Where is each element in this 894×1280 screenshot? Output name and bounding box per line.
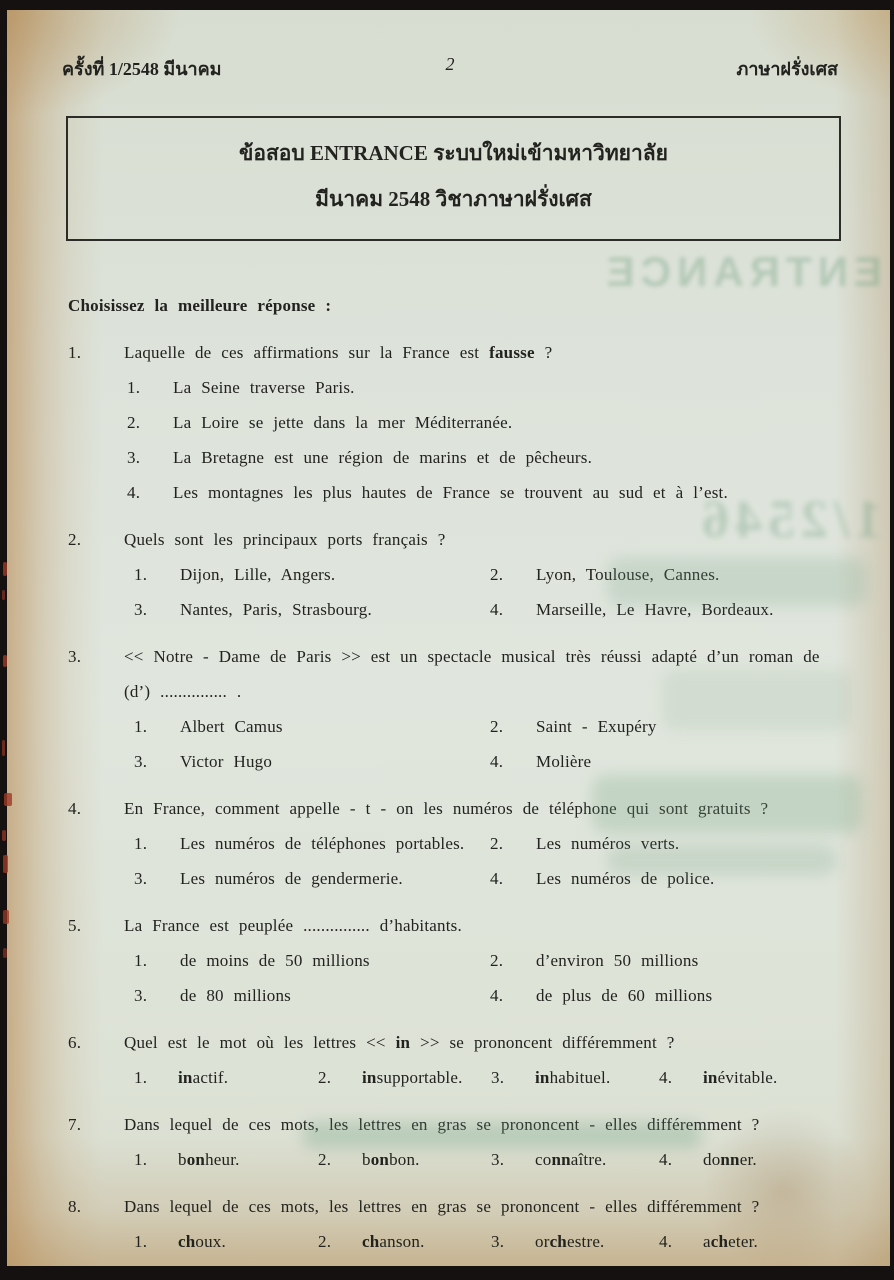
option — [134, 750, 490, 773]
option-text — [180, 598, 372, 621]
question-text — [124, 1031, 840, 1054]
option-text-part: Saint - Exupéry — [536, 717, 657, 736]
option-text-part: évitable. — [717, 1068, 778, 1087]
question-number: 5. — [68, 916, 82, 935]
option — [490, 598, 840, 621]
subject-label: ภาษาฝรั่งเศส — [736, 59, 838, 79]
option-text-part: Lyon, Toulouse, Cannes. — [536, 565, 720, 584]
option-number: 3. — [491, 1232, 505, 1251]
option-text-part: eter. — [728, 1232, 758, 1251]
question-text-bold: in — [395, 1033, 411, 1052]
option-number: 3. — [134, 986, 148, 1005]
option — [127, 446, 840, 469]
question-text — [124, 341, 840, 364]
red-ink-mark — [4, 793, 12, 806]
question-text — [124, 1113, 840, 1136]
option-text — [535, 1148, 606, 1171]
option-number: 3. — [127, 448, 141, 467]
options-question-5 — [134, 937, 840, 1007]
option-text-part: Les numéros de téléphones portables. — [180, 834, 465, 853]
question-number: 3. — [68, 647, 82, 666]
option — [134, 832, 490, 855]
option-text — [173, 411, 512, 434]
red-ink-mark — [2, 590, 5, 600]
option — [659, 1230, 758, 1253]
option — [490, 715, 840, 738]
option-text-part: Les montagnes les plus hautes de France se trouvent au sud et à l’est. — [173, 483, 728, 502]
option-text-part: La Bretagne est une région de marins et de pêcheurs. — [173, 448, 593, 467]
option-text-part: er. — [739, 1150, 757, 1169]
option-number: 3. — [134, 752, 148, 771]
option-text — [178, 1066, 228, 1089]
option-text — [536, 563, 720, 586]
question-7 — [68, 1113, 840, 1136]
red-ink-mark — [2, 830, 6, 841]
exam-title-line2: มีนาคม 2548 วิชาภาษาฝรั่งเศส — [315, 187, 592, 211]
option-text — [536, 949, 698, 972]
ghost-bleedthrough-text: ENTRANCE — [600, 248, 882, 295]
exam-title-line1: ข้อสอบ ENTRANCE ระบบใหม่เข้ามหาวิทยาลัย — [239, 141, 668, 165]
option-text-part: do — [703, 1150, 721, 1169]
option-number: 4. — [659, 1150, 673, 1169]
option-text-part: heur. — [205, 1150, 240, 1169]
option-text-part: estre. — [566, 1232, 605, 1251]
option-text-part: Les numéros verts. — [536, 834, 680, 853]
option-number: 3. — [491, 1150, 505, 1169]
option — [490, 984, 840, 1007]
question-number: 1. — [68, 343, 82, 362]
question-8 — [68, 1195, 840, 1218]
option — [491, 1148, 659, 1171]
option — [134, 949, 490, 972]
option-text-part: de plus de 60 millions — [536, 986, 713, 1005]
red-ink-mark — [3, 855, 8, 873]
option — [659, 1066, 777, 1089]
options-question-7 — [134, 1148, 840, 1171]
question-text-part: Quel est le mot où les lettres << — [124, 1033, 396, 1052]
options-question-2 — [134, 551, 840, 621]
ghost-bleedthrough-text: 1/2546 — [695, 489, 882, 549]
question-text-part: Quels sont les principaux ports français ? — [124, 530, 446, 549]
option-number: 4. — [490, 869, 504, 888]
option — [134, 715, 490, 738]
option-text — [362, 1066, 463, 1089]
options-question-6 — [134, 1066, 840, 1089]
option — [490, 563, 840, 586]
page-number: 2 — [445, 54, 455, 74]
page-header — [7, 10, 890, 83]
option-text — [703, 1148, 757, 1171]
option-number: 2. — [490, 834, 504, 853]
option-text-bold: nn — [720, 1150, 740, 1169]
option-text — [173, 446, 592, 469]
option-text-part: Dijon, Lille, Angers. — [180, 565, 336, 584]
option-text-part: La Loire se jette dans la mer Méditerranée. — [173, 413, 513, 432]
option-text — [178, 1148, 240, 1171]
option-text — [536, 750, 591, 773]
option-text — [362, 1148, 420, 1171]
option — [318, 1066, 491, 1089]
option — [659, 1148, 757, 1171]
options-question-4 — [134, 820, 840, 890]
options-question-1 — [127, 376, 840, 504]
question-text-part: Dans lequel de ces mots, les lettres en gras se prononcent - elles différemment ? — [124, 1115, 760, 1134]
question-text-bold: fausse — [489, 343, 535, 362]
option-number: 2. — [490, 565, 504, 584]
option-text-bold: on — [370, 1150, 390, 1169]
option-number: 2. — [318, 1232, 332, 1251]
option-text — [536, 598, 774, 621]
question-text — [124, 914, 840, 937]
option-text-part: Victor Hugo — [180, 752, 273, 771]
option-text-bold: on — [186, 1150, 206, 1169]
option-number: 1. — [134, 1068, 148, 1087]
options-question-3 — [134, 703, 840, 773]
option-text — [178, 1230, 226, 1253]
option-text — [180, 984, 291, 1007]
option-text — [535, 1230, 605, 1253]
option-number: 2. — [318, 1150, 332, 1169]
question-text-part: ? — [534, 343, 553, 362]
option — [134, 1230, 318, 1253]
instruction-text: Choisissez la meilleure réponse : — [68, 296, 332, 315]
option — [491, 1230, 659, 1253]
question-2 — [68, 528, 840, 551]
red-ink-mark — [3, 655, 7, 667]
option-text — [173, 481, 728, 504]
option-text-bold: ch — [710, 1232, 729, 1251]
option-text-bold: in — [362, 1068, 377, 1087]
option-number: 3. — [134, 600, 148, 619]
question-text-part: Laquelle de ces affirmations sur la France est — [124, 343, 490, 362]
option-text — [173, 376, 355, 399]
option-text — [180, 715, 283, 738]
option-number: 4. — [659, 1232, 673, 1251]
question-6 — [68, 1031, 840, 1054]
question-text — [124, 528, 840, 551]
option-text-part: Albert Camus — [180, 717, 283, 736]
option-number: 1. — [134, 1232, 148, 1251]
option-number: 4. — [490, 752, 504, 771]
option-text-part: Nantes, Paris, Strasbourg. — [180, 600, 372, 619]
option — [490, 750, 840, 773]
option-text-bold: in — [703, 1068, 718, 1087]
question-number: 6. — [68, 1033, 82, 1052]
option-text-part: habituel. — [549, 1068, 611, 1087]
question-4 — [68, 797, 840, 820]
option-text — [180, 563, 335, 586]
option-text — [362, 1230, 425, 1253]
option-text — [180, 867, 403, 890]
paper-page — [7, 10, 890, 1266]
option-text — [180, 949, 370, 972]
option-text-part: Marseille, Le Havre, Bordeaux. — [536, 600, 774, 619]
option-text-bold: ch — [362, 1232, 380, 1251]
exam-title-box — [66, 116, 841, 241]
option-text-part: co — [535, 1150, 552, 1169]
option-number: 1. — [127, 378, 141, 397]
question-text — [124, 645, 840, 668]
question-5 — [68, 914, 840, 937]
option-text — [180, 832, 464, 855]
option-text — [536, 832, 679, 855]
option-text-part: or — [535, 1232, 550, 1251]
option — [490, 867, 840, 890]
option — [491, 1066, 659, 1089]
red-ink-mark — [2, 740, 5, 756]
option-text-part: de 80 millions — [180, 986, 291, 1005]
question-text-part: En France, comment appelle - t - on les numéros de téléphone qui sont gratuits ? — [124, 799, 769, 818]
option-text-part: de moins de 50 millions — [180, 951, 370, 970]
option — [134, 1148, 318, 1171]
question-number: 4. — [68, 799, 82, 818]
question-text — [124, 797, 840, 820]
option-text-part: La Seine traverse Paris. — [173, 378, 355, 397]
option-text-bold: nn — [551, 1150, 571, 1169]
option-text-part: d’environ 50 millions — [536, 951, 699, 970]
option-text — [536, 984, 712, 1007]
red-ink-mark — [3, 562, 7, 576]
option-text — [536, 715, 657, 738]
option-text — [180, 750, 272, 773]
option-number: 4. — [127, 483, 141, 502]
option-number: 1. — [134, 834, 148, 853]
option-number: 4. — [490, 600, 504, 619]
option-text-part: oux. — [195, 1232, 226, 1251]
option-text — [703, 1230, 758, 1253]
option-text-part: b — [178, 1150, 187, 1169]
option-number: 4. — [659, 1068, 673, 1087]
question-3 — [68, 645, 840, 668]
question-text — [124, 1195, 840, 1218]
option — [127, 376, 840, 399]
option-text-bold: ch — [549, 1232, 567, 1251]
option-number: 3. — [491, 1068, 505, 1087]
option-number: 2. — [318, 1068, 332, 1087]
option-text-part: Molière — [536, 752, 592, 771]
option-text — [703, 1066, 777, 1089]
option-text — [535, 1066, 610, 1089]
option — [134, 1066, 318, 1089]
option — [134, 867, 490, 890]
option-number: 2. — [127, 413, 141, 432]
question-number: 7. — [68, 1115, 82, 1134]
question-text-part: La France est peuplée ............... d’habitants. — [124, 916, 462, 935]
option-text-part: anson. — [379, 1232, 425, 1251]
option-text-part: aître. — [570, 1150, 607, 1169]
red-ink-mark — [3, 948, 7, 958]
option-text-part: Les numéros de police. — [536, 869, 715, 888]
exam-body — [68, 294, 840, 1253]
question-number: 8. — [68, 1197, 82, 1216]
option-number: 2. — [490, 951, 504, 970]
option — [134, 563, 490, 586]
option — [318, 1230, 491, 1253]
option-text-part: b — [362, 1150, 371, 1169]
option — [490, 949, 840, 972]
option-number: 1. — [134, 951, 148, 970]
option-text-part: actif. — [192, 1068, 229, 1087]
option — [134, 984, 490, 1007]
option — [134, 598, 490, 621]
option — [127, 411, 840, 434]
options-question-8 — [134, 1230, 840, 1253]
option-number: 4. — [490, 986, 504, 1005]
option-text-bold: in — [535, 1068, 550, 1087]
option-number: 2. — [490, 717, 504, 736]
option-text-bold: ch — [178, 1232, 196, 1251]
question-text-part: Dans lequel de ces mots, les lettres en gras se prononcent - elles différemment ? — [124, 1197, 760, 1216]
question-text-part: << Notre - Dame de Paris >> est un spectacle musical très réussi adapté d’un roman de — [124, 647, 820, 666]
exam-session-label: ครั้งที่ 1/2548 มีนาคม — [62, 59, 222, 79]
question-1 — [68, 341, 840, 364]
option-text-part: a — [703, 1232, 711, 1251]
option-text-part: supportable. — [376, 1068, 463, 1087]
option-number: 1. — [134, 1150, 148, 1169]
option — [318, 1148, 491, 1171]
option-number: 3. — [134, 869, 148, 888]
question-text-part: >> se prononcent différemment ? — [410, 1033, 675, 1052]
red-ink-mark — [3, 910, 9, 924]
option — [127, 481, 840, 504]
option-number: 1. — [134, 565, 148, 584]
option-text-bold: in — [178, 1068, 193, 1087]
option-text — [536, 867, 714, 890]
option-text-part: Les numéros de gendermerie. — [180, 869, 403, 888]
option-number: 1. — [134, 717, 148, 736]
question-number: 2. — [68, 530, 82, 549]
option-text-part: bon. — [389, 1150, 420, 1169]
question-text-continuation: (d’) ............... . — [124, 682, 242, 701]
option — [490, 832, 840, 855]
